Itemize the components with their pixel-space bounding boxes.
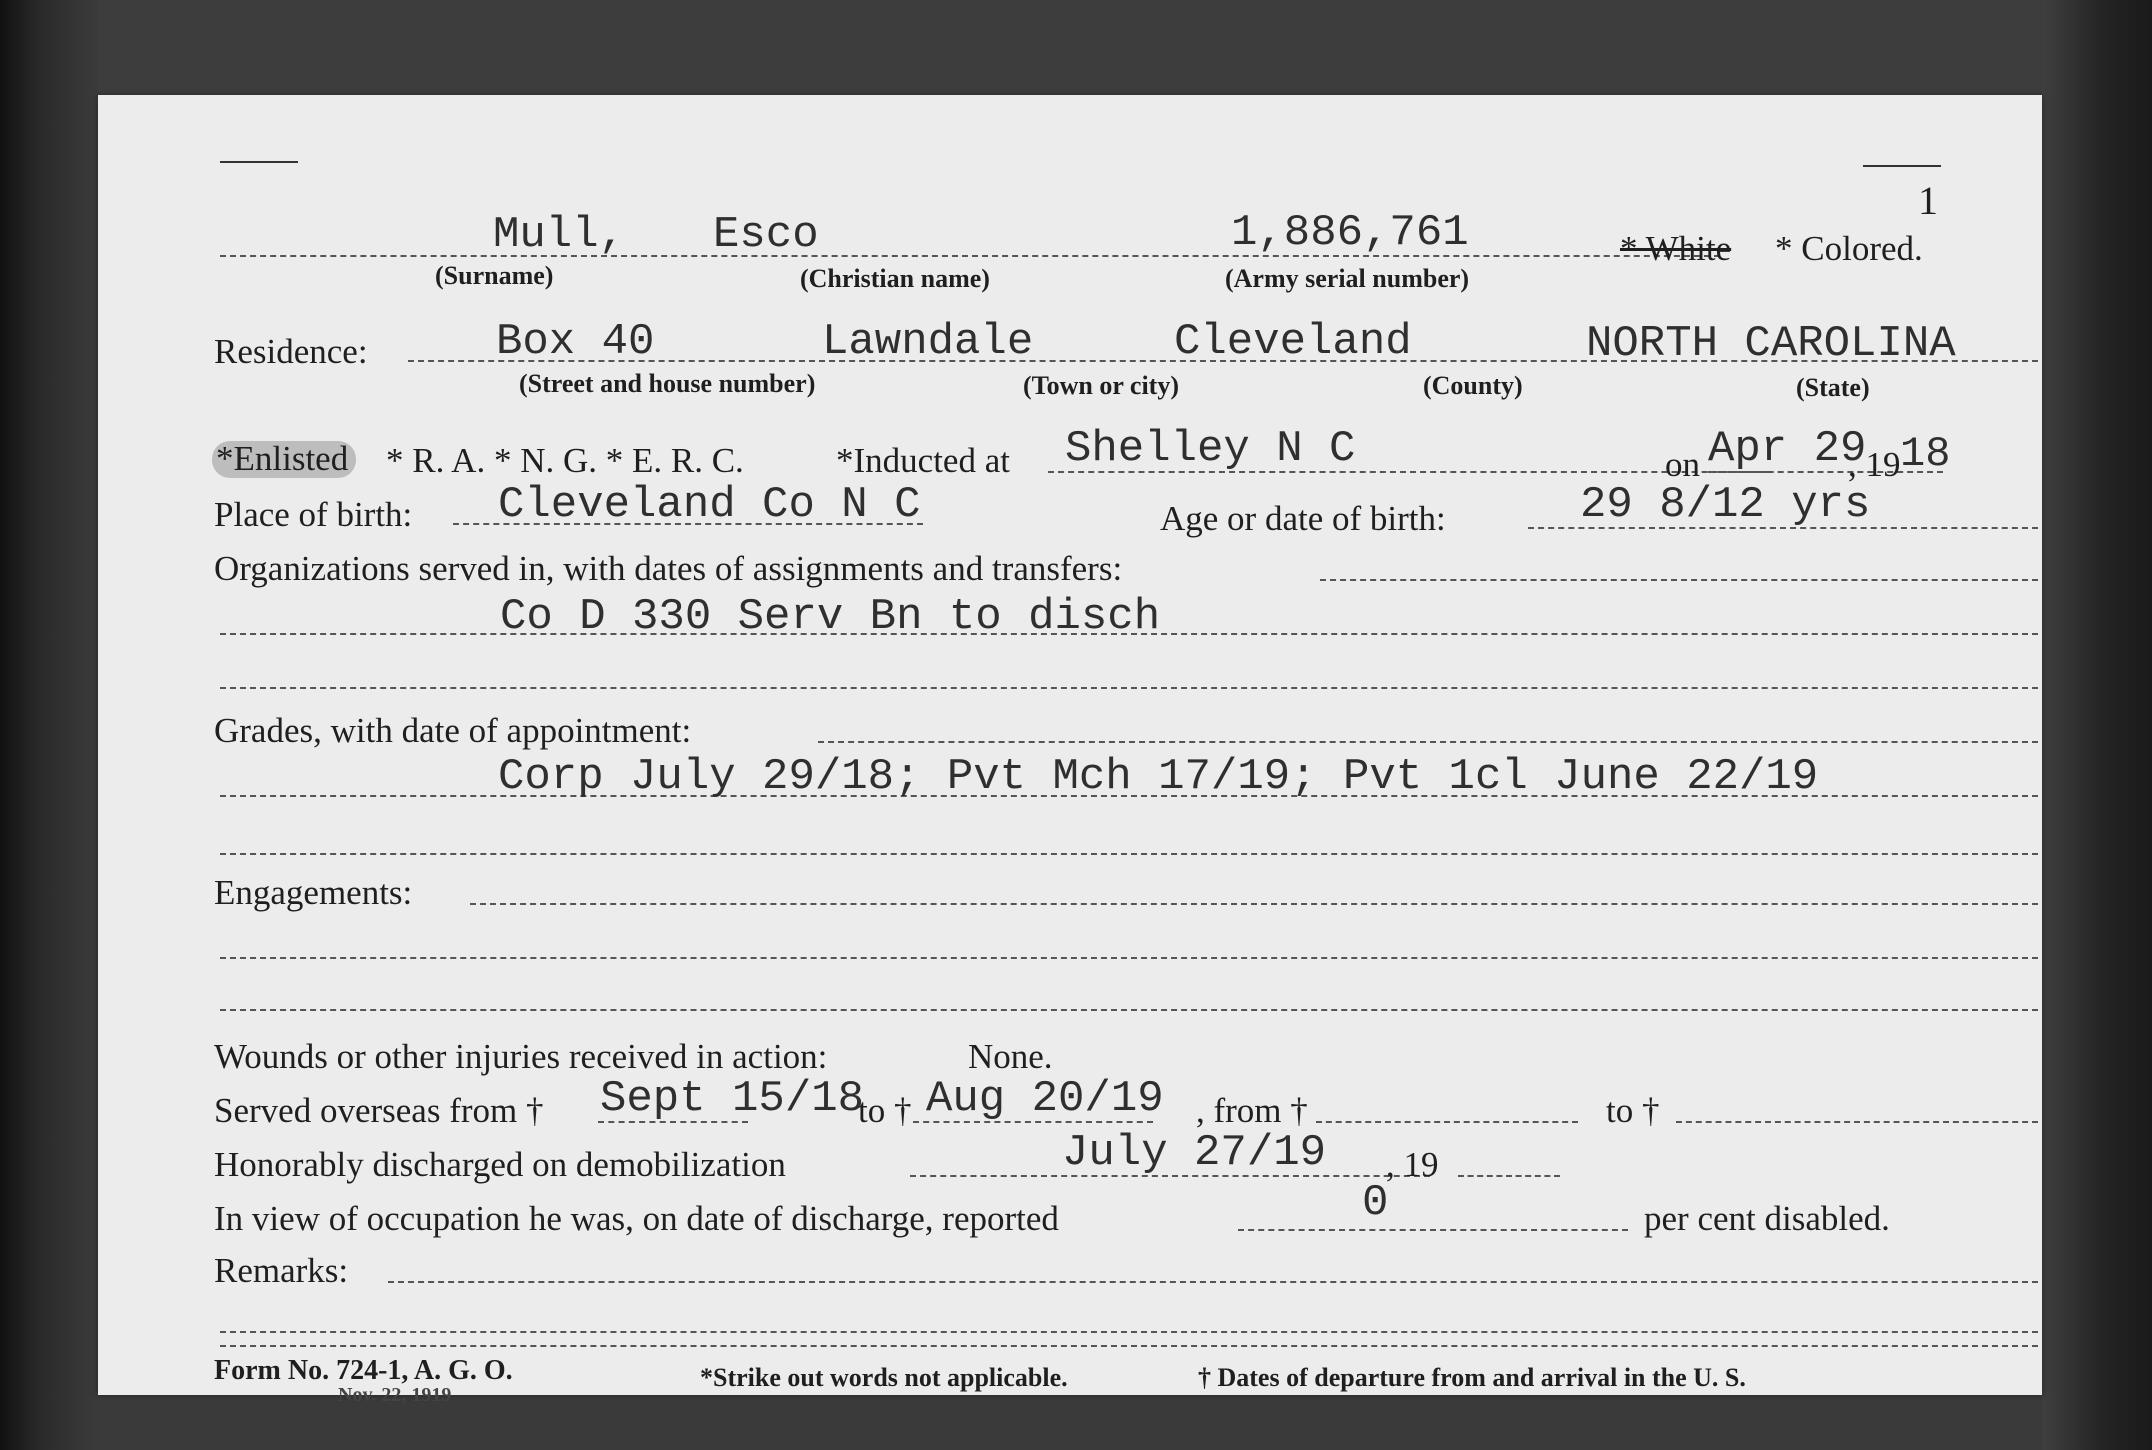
form-number: Form No. 724-1, A. G. O. [214,1355,513,1386]
footer-note-strike: *Strike out words not applicable. [700,1363,1068,1392]
christian-name-caption: (Christian name) [800,264,990,293]
induction-year-value: 18 [1900,430,1951,478]
engagements-label: Engagements: [214,873,413,912]
overseas-to-value: Aug 20/19 [926,1074,1164,1124]
age-label: Age or date of birth: [1160,499,1446,538]
county-caption: (County) [1423,371,1523,400]
card-number: 1 [1918,178,1938,223]
scan-background-right [2042,0,2152,1450]
discharge-year-prefix: , 19 [1386,1145,1439,1184]
serial-number-value: 1,886,761 [1231,208,1469,258]
discharge-label: Honorably discharged on demobilization [214,1145,786,1184]
induction-date-value: Apr 29 [1708,424,1867,474]
discharge-year-line [1458,1175,1560,1177]
engagements-line-1 [470,903,2038,905]
top-right-rule [1863,165,1941,167]
overseas-from-label: Served overseas from † [214,1091,544,1130]
overseas-to-label: to † [858,1091,912,1130]
inducted-label: *Inducted at [836,441,1010,480]
service-options: * R. A. * N. G. * E. R. C. [386,441,744,480]
residence-label: Residence: [214,332,368,371]
organizations-label: Organizations served in, with dates of assignments and transfers: [214,549,1123,588]
remarks-line-2 [220,1331,2038,1333]
grades-label: Grades, with date of appointment: [214,711,692,750]
organizations-value: Co D 330 Serv Bn to disch [500,592,1161,642]
age-value: 29 8/12 yrs [1580,480,1871,530]
overseas-from2-line [1316,1121,1578,1123]
surname-value: Mull, [493,210,626,260]
grades-line-3 [220,853,2038,855]
remarks-label: Remarks: [214,1251,349,1290]
town-caption: (Town or city) [1023,371,1179,400]
service-record-card [98,95,2042,1406]
organizations-line-3 [220,687,2038,689]
overseas-to2-label: to † [1606,1091,1660,1130]
serial-number-caption: (Army serial number) [1225,264,1470,293]
birth-place-label: Place of birth: [214,495,413,534]
disability-line [1238,1229,1628,1231]
residence-street-value: Box 40 [496,317,655,367]
state-caption: (State) [1796,373,1870,402]
discharge-date-value: July 27/19 [1062,1128,1327,1178]
street-caption: (Street and house number) [519,369,816,398]
induction-year-prefix: , 19 [1848,445,1901,484]
disability-value: 0 [1362,1178,1389,1228]
disability-label: In view of occupation he was, on date of discharge, reported [214,1199,1059,1238]
remarks-line-1 [388,1281,2038,1283]
scan-background-top [0,0,2152,95]
surname-caption: (Surname) [435,261,554,290]
overseas-from-value: Sept 15/18 [600,1074,865,1124]
scan-background-left [0,0,98,1450]
wounds-value: None. [968,1037,1053,1076]
race-colored-option: * Colored. [1775,229,1923,268]
grades-line-1 [818,741,2038,743]
enlisted-option-struck: *Enlisted [212,441,356,478]
residence-state-value: NORTH CAROLINA [1586,319,1956,369]
engagements-line-2 [220,957,2038,959]
remarks-line-3 [220,1345,2038,1347]
residence-town-value: Lawndale [822,317,1034,367]
footer-note-dates: † Dates of departure from and arrival in the U. S. [1198,1363,1746,1392]
christian-name-value: Esco [713,210,819,260]
disability-suffix: per cent disabled. [1644,1199,1890,1238]
overseas-from2-label: , from † [1196,1091,1308,1130]
top-left-rule [220,161,298,163]
induction-place-value: Shelley N C [1065,424,1356,474]
residence-county-value: Cleveland [1174,317,1412,367]
engagements-line-3 [220,1009,2038,1011]
name-line [220,255,1720,257]
birth-place-value: Cleveland Co N C [498,480,921,530]
overseas-to2-line [1676,1121,2038,1123]
grades-value: Corp July 29/18; Pvt Mch 17/19; Pvt 1cl June 22/19 [498,752,1819,802]
induction-on-label: on [1665,445,1700,484]
race-white-option: * White [1620,229,1732,268]
wounds-label: Wounds or other injuries received in action: [214,1037,828,1076]
form-date: Nov. 22, 1919 [338,1384,452,1406]
organizations-line-1 [1320,579,2038,581]
